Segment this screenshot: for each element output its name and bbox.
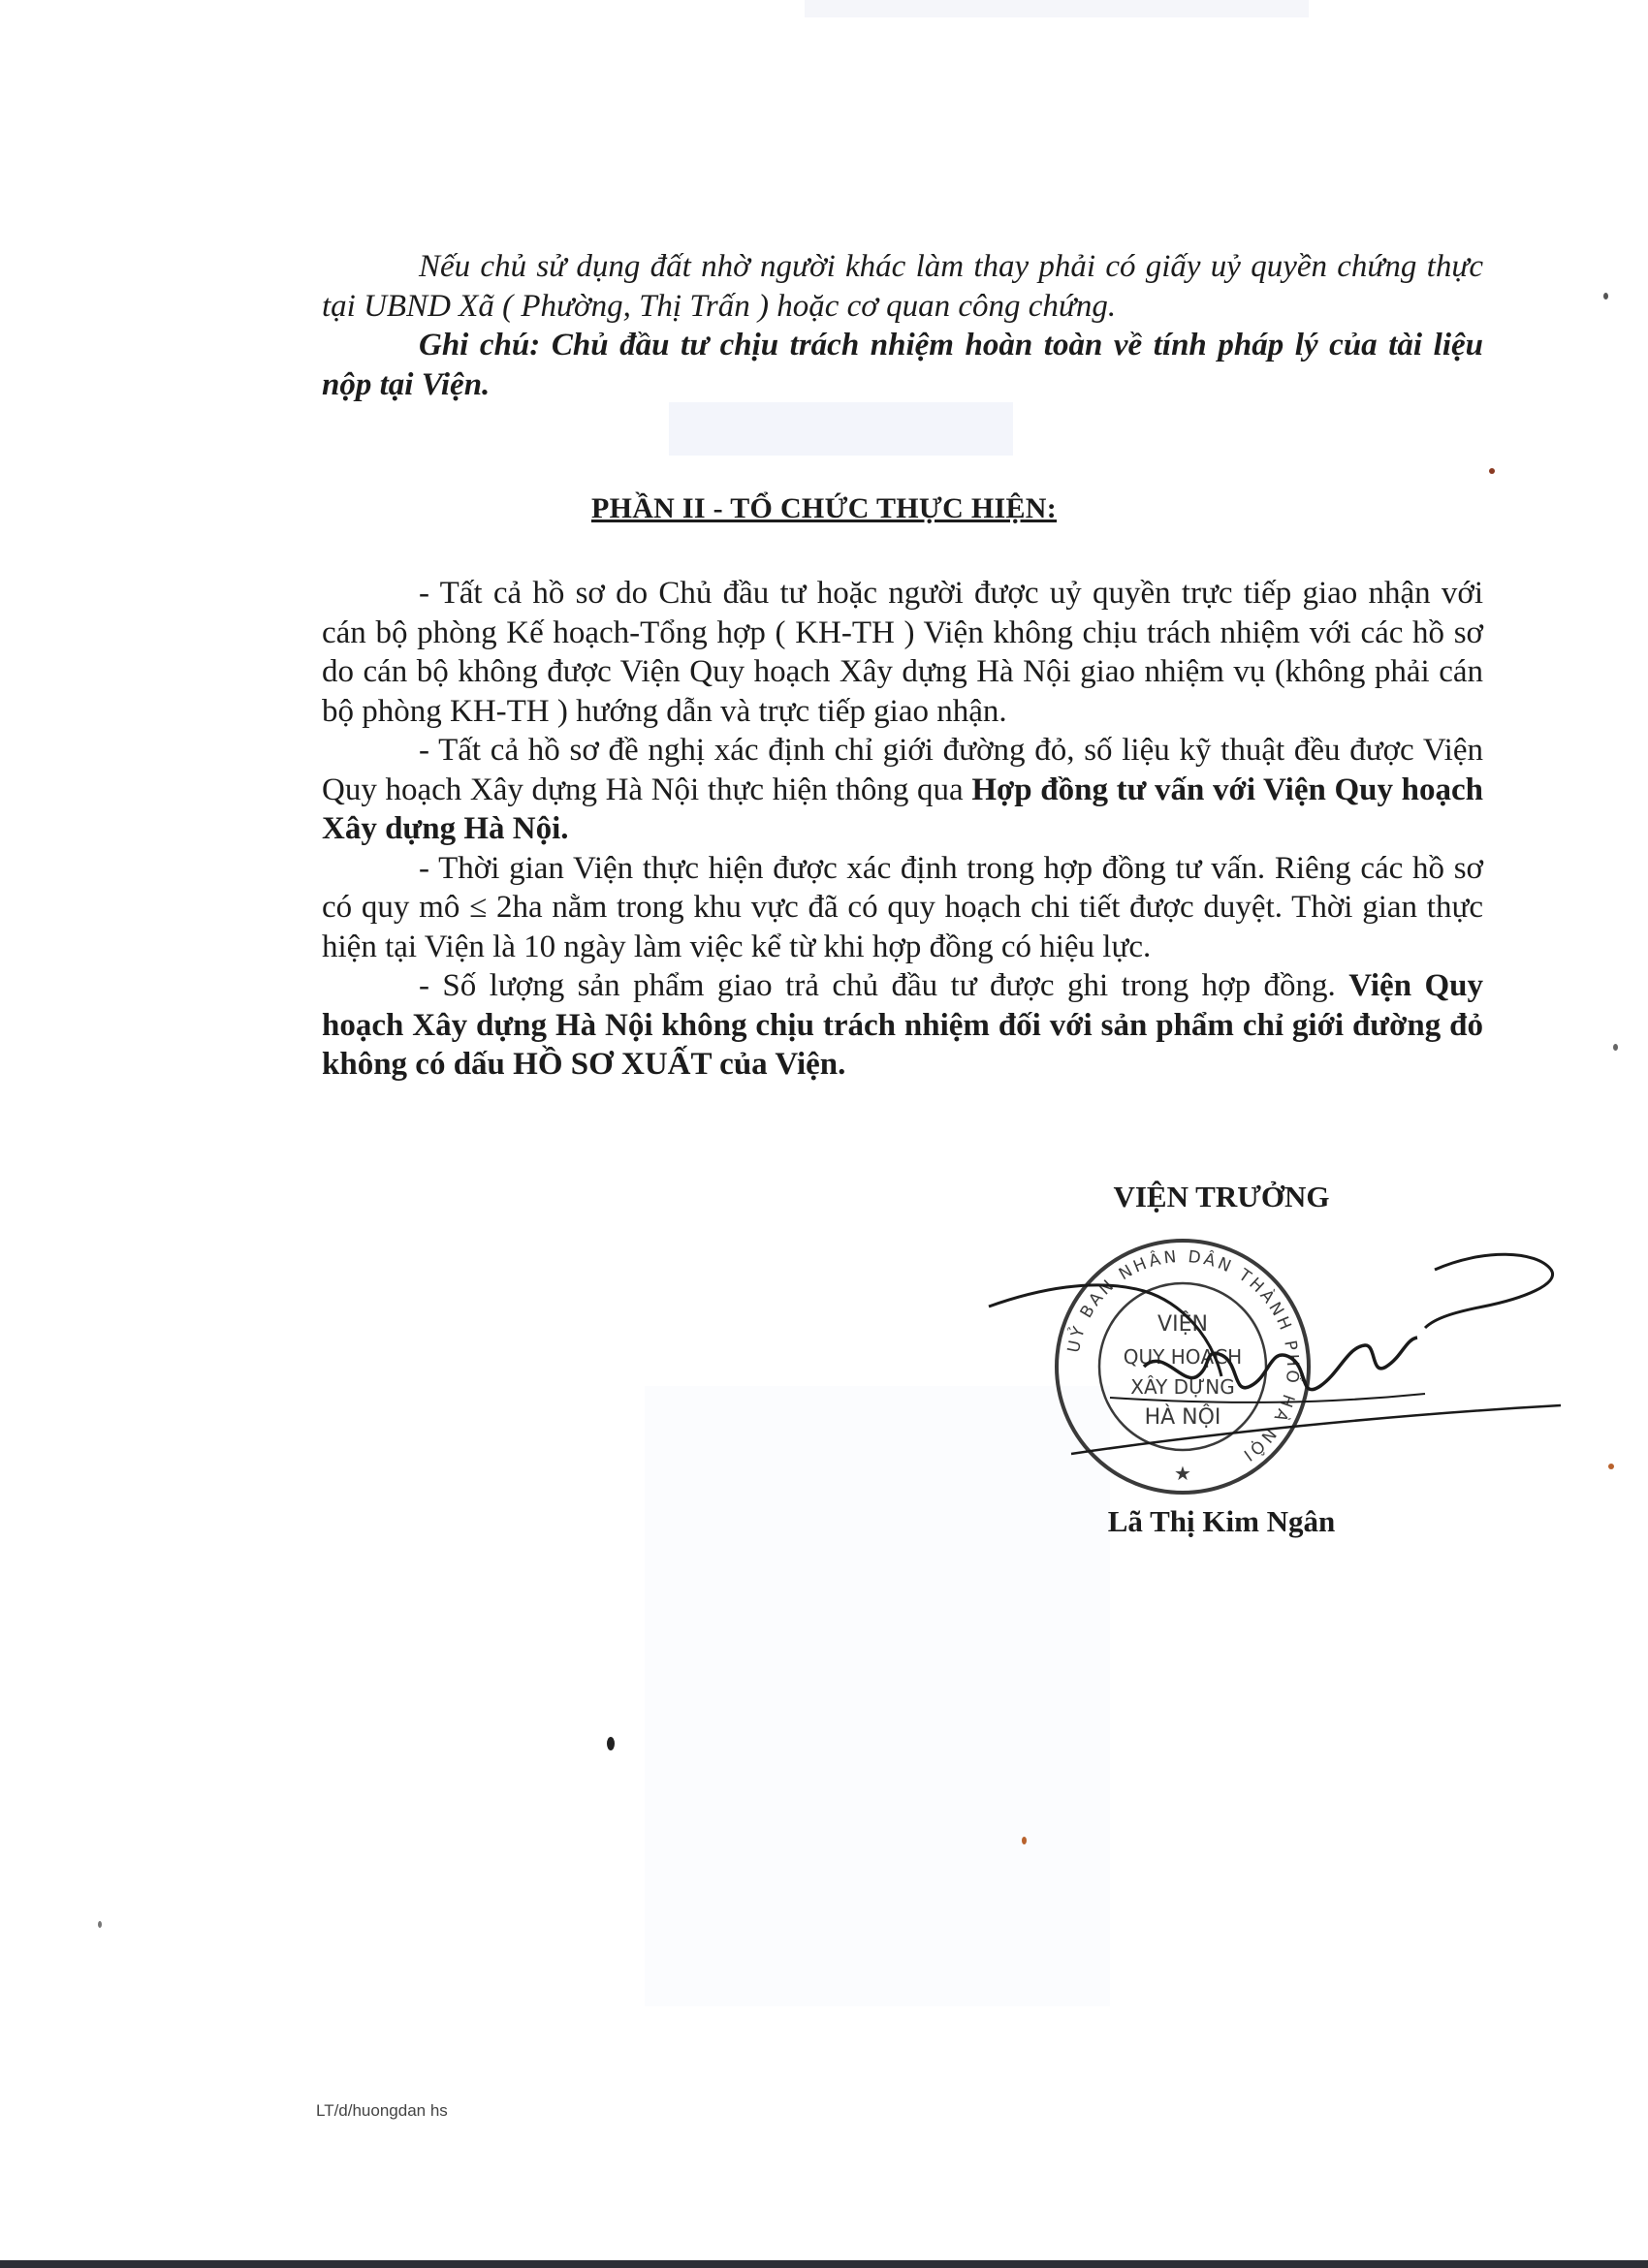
paragraph-4-text: - Số lượng sản phẩm giao trả chủ đầu tư được ghi trong hợp đồng. xyxy=(419,968,1349,1003)
scan-shadow xyxy=(805,0,1309,17)
scan-speck xyxy=(607,1737,615,1750)
scan-speck xyxy=(1613,1044,1618,1051)
scan-speck xyxy=(1022,1837,1027,1844)
handwritten-signature-icon xyxy=(979,1231,1580,1483)
seal-line-2: QUY HOẠCH xyxy=(1123,1345,1243,1369)
proxy-note: Nếu chủ sử dụng đất nhờ người khác làm thay phải có giấy uỷ quyền chứng thực tại UBND Xã ( Phường, Thị Trấn ) hoặc cơ quan công chứng. xyxy=(322,249,1483,324)
paragraph-1: - Tất cả hồ sơ do Chủ đầu tư hoặc người được uỷ quyền trực tiếp giao nhận với cán bộ phòng Kế hoạch-Tổng hợp ( KH-TH ) Viện không chịu trách nhiệm với các hồ sơ do cán bộ không được Viện Quy hoạch Xây dựng Hà Nội giao nhiệm vụ (không phải cán bộ phòng KH-TH ) hướng dẫn và trực tiếp giao nhận. xyxy=(322,576,1483,729)
seal-ring-text: UỶ BAN NHÂN DÂN THÀNH PHỐ HÀ NỘI xyxy=(1063,1246,1303,1466)
paragraph-2-bold: Hợp đồng tư vấn với Viện Quy hoạch Xây dựng Hà Nội. xyxy=(322,772,1484,846)
signer-name: Lã Thị Kim Ngân xyxy=(1107,1504,1336,1538)
scan-speck xyxy=(1608,1464,1614,1469)
scan-shadow xyxy=(669,402,1013,456)
paragraph-4 xyxy=(322,966,1483,1085)
paragraph-3: - Thời gian Viện thực hiện được xác định trong hợp đồng tư vấn. Riêng các hồ sơ có quy mô ≤ 2ha nằm trong khu vực đã có quy hoạch chi tiết được duyệt. Thời gian thực hiện tại Viện là 10 ngày làm việc kể từ khi hợp đồng có hiệu lực. xyxy=(322,850,1483,964)
paragraph-4-bold: Viện Quy hoạch Xây dựng Hà Nội không chịu trách nhiệm đối với sản phẩm chỉ giới đường đỏ không có dấu HỒ SƠ XUẤT của Viện. xyxy=(322,968,1484,1082)
liability-note: Ghi chú: Chủ đầu tư chịu trách nhiệm hoàn toàn về tính pháp lý của tài liệu nộp tại Viện. xyxy=(322,328,1483,402)
seal-line-3: XÂY DỰNG xyxy=(1130,1375,1235,1399)
seal-line-4: HÀ NỘI xyxy=(1144,1405,1221,1430)
seal-star: ★ xyxy=(1174,1462,1191,1485)
paragraph-2 xyxy=(322,731,1483,849)
seal-line-1: VIỆN xyxy=(1157,1312,1208,1337)
section-heading: PHẦN II - TỔ CHỨC THỰC HIỆN: xyxy=(590,492,1058,524)
paragraph-2-text: - Tất cả hồ sơ đề nghị xác định chỉ giới đường đỏ, số liệu kỹ thuật đều được Viện Quy hoạch Xây dựng Hà Nội thực hiện thông qua xyxy=(322,733,1483,807)
note-block xyxy=(322,247,1483,404)
section-body xyxy=(322,574,1483,1085)
footer-reference: LT/d/huongdan hs xyxy=(316,2101,448,2120)
scan-speck xyxy=(1489,468,1495,474)
scan-speck xyxy=(1603,293,1608,299)
scan-speck xyxy=(98,1921,102,1928)
signer-title: VIỆN TRƯỞNG xyxy=(1113,1180,1330,1213)
scan-edge xyxy=(0,2260,1648,2268)
